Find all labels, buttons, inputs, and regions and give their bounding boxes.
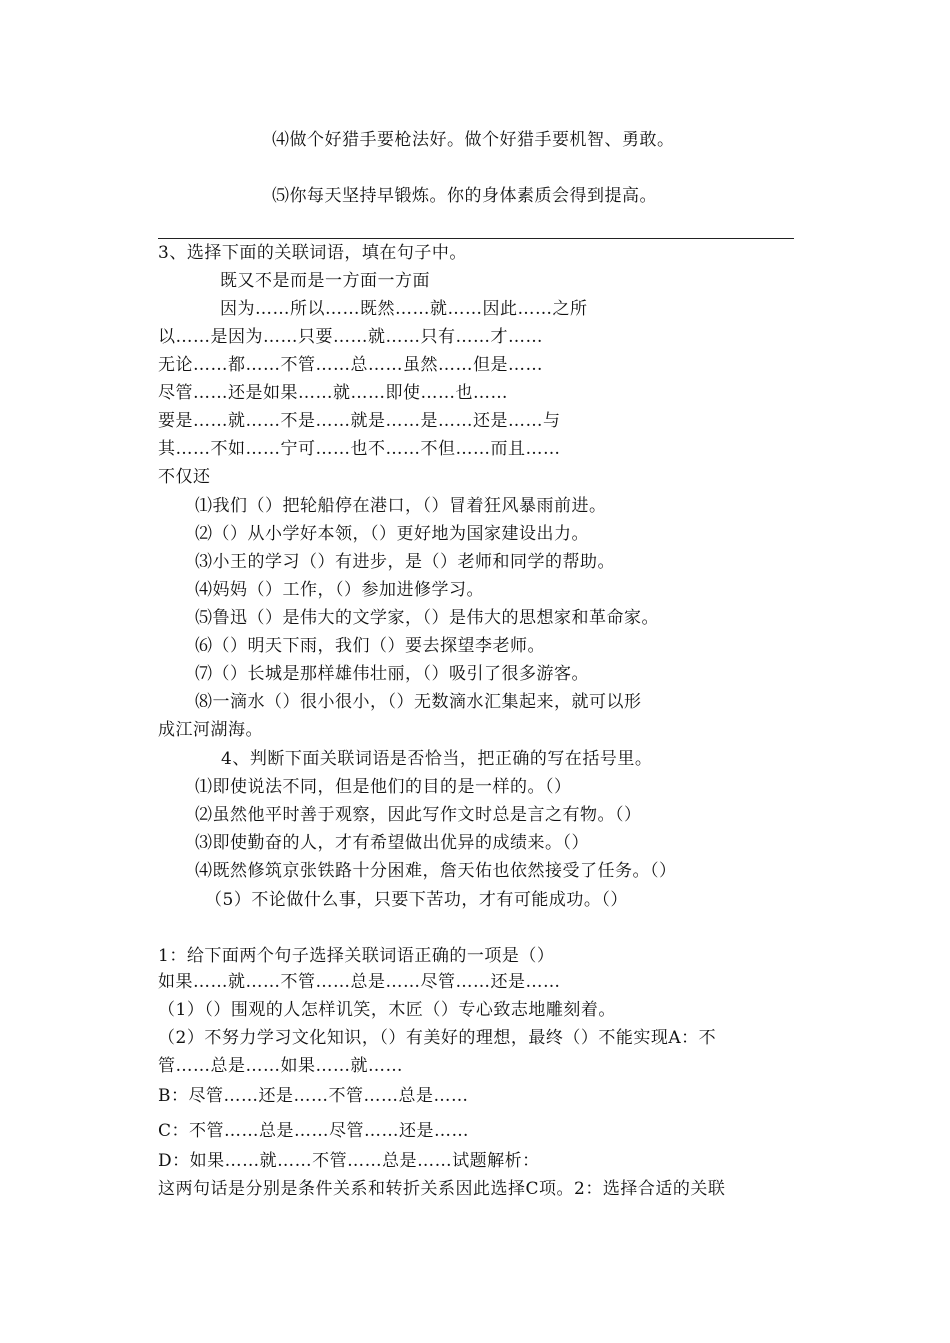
word-line: 因为……所以……既然……就……因此……之所 (220, 299, 588, 319)
sentence-4: ⑷做个好猎手要枪法好。做个好猎手要机智、勇敢。 (272, 130, 675, 150)
section-3-item: ⑶小王的学习（）有进步，是（）老师和同学的帮助。 (195, 552, 615, 572)
question-1-sentence-2: （2）不努力学习文化知识，（）有美好的理想，最终（）不能实现A：不 (158, 1028, 717, 1048)
word-line: 要是……就……不是……就是……是……还是……与 (158, 411, 561, 431)
word-line: 尽管……还是如果……就……即使……也…… (158, 383, 508, 403)
section-4-item: ⑷既然修筑京张铁路十分困难，詹天佑也依然接受了任务。（） (195, 861, 677, 881)
question-1-option-d: D：如果……就……不管……总是……试题解析： (158, 1151, 540, 1171)
section-4-item: （5）不论做什么事，只要下苦功，才有可能成功。（） (205, 890, 628, 910)
section-4-item: ⑵虽然他平时善于观察，因此写作文时总是言之有物。（） (195, 805, 642, 825)
word-line: 其……不如……宁可……也不……不但……而且…… (158, 439, 561, 459)
question-1-analysis: 这两句话是分别是条件关系和转折关系因此选择C项。2：选择合适的关联 (158, 1179, 726, 1199)
question-1-option-c: C：不管……总是……尽管……还是…… (158, 1121, 470, 1141)
section-3-item: ⑹（）明天下雨，我们（）要去探望李老师。 (195, 636, 545, 656)
section-3-item: ⑴我们（）把轮船停在港口，（）冒着狂风暴雨前进。 (195, 496, 607, 516)
word-line: 无论……都……不管……总……虽然……但是…… (158, 355, 543, 375)
section-3-item-continuation: 成江河湖海。 (158, 720, 263, 740)
word-line: 既又不是而是一方面一方面 (220, 271, 430, 291)
word-line: 以……是因为……只要……就……只有……才…… (158, 327, 543, 347)
section-3-item: ⑺（）长城是那样雄伟壮丽，（）吸引了很多游客。 (195, 664, 589, 684)
section-3-item: ⑸鲁迅（）是伟大的文学家，（）是伟大的思想家和革命家。 (195, 608, 659, 628)
section-4-title: 4、判断下面关联词语是否恰当，把正确的写在括号里。 (221, 749, 653, 769)
question-1-words: 如果……就……不管……总是……尽管……还是…… (158, 972, 561, 992)
horizontal-divider (158, 238, 794, 239)
section-3-item: ⑷妈妈（）工作，（）参加进修学习。 (195, 580, 484, 600)
section-3-title: 3、选择下面的关联词语，填在句子中。 (158, 243, 467, 263)
question-1-sentence-1: （1）（）围观的人怎样讥笑，木匠（）专心致志地雕刻着。 (158, 1000, 616, 1020)
section-3-item: ⑻一滴水（）很小很小，（）无数滴水汇集起来，就可以形 (195, 692, 642, 712)
word-line: 不仅还 (158, 467, 211, 487)
question-1-title: 1：给下面两个句子选择关联词语正确的一项是（） (158, 946, 555, 966)
question-1-option-a-continuation: 管……总是……如果……就…… (158, 1056, 403, 1076)
sentence-5: ⑸你每天坚持早锻炼。你的身体素质会得到提高。 (272, 186, 657, 206)
section-3-item: ⑵（）从小学好本领，（）更好地为国家建设出力。 (195, 524, 589, 544)
section-4-item: ⑴即使说法不同，但是他们的目的是一样的。（） (195, 777, 572, 797)
section-4-item: ⑶即使勤奋的人，才有希望做出优异的成绩来。（） (195, 833, 589, 853)
question-1-option-b: B：尽管……还是……不管……总是…… (158, 1086, 469, 1106)
